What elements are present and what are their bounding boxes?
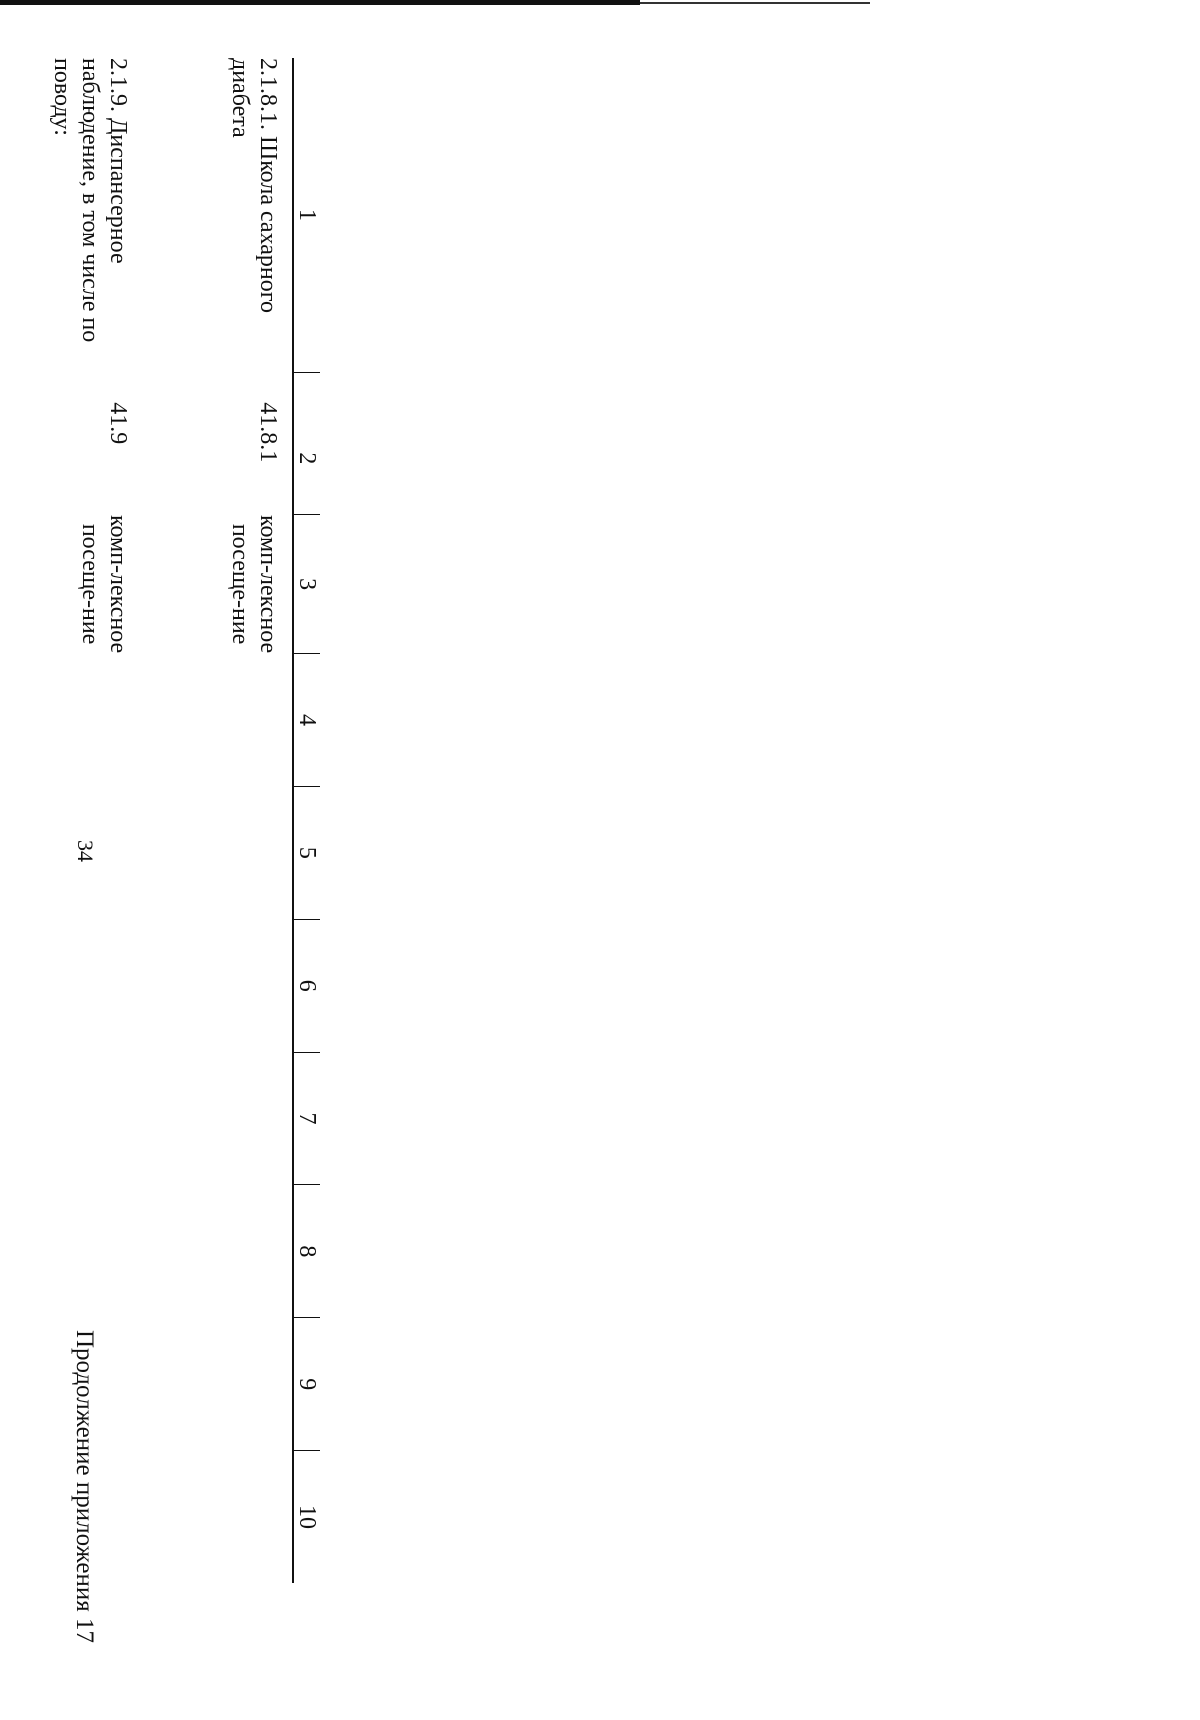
column-header-3: 3 [293, 515, 320, 654]
row-code: 41.8.1 [255, 402, 281, 463]
column-header-10: 10 [293, 1451, 320, 1583]
table-header [293, 58, 320, 1583]
column-header-6: 6 [293, 919, 320, 1052]
row-name: 2.1.9. Диспансерное наблюдение, в том числе по поводу: [49, 58, 131, 343]
row-unit: комп-лексное посеще-ние [227, 515, 281, 654]
row-name: 2.1.8.1. Школа сахарного диабета [227, 58, 281, 313]
column-header-5: 5 [293, 786, 320, 919]
column-header-1: 1 [293, 58, 320, 372]
row-code: 41.9 [105, 402, 131, 445]
column-header-8: 8 [293, 1185, 320, 1318]
continuation-title: Продолжение приложения 17 [71, 1330, 98, 1644]
table-row [0, 58, 142, 1583]
table-row [142, 58, 293, 1583]
column-header-7: 7 [293, 1052, 320, 1185]
page-number: 34 [73, 840, 98, 862]
row-unit: комп-лексное посеще-ние [77, 515, 131, 654]
data-table [0, 58, 320, 1583]
column-header-2: 2 [293, 372, 320, 514]
table-body [0, 58, 293, 1583]
column-header-4: 4 [293, 654, 320, 787]
header-row [293, 58, 320, 1583]
column-header-9: 9 [293, 1318, 320, 1451]
